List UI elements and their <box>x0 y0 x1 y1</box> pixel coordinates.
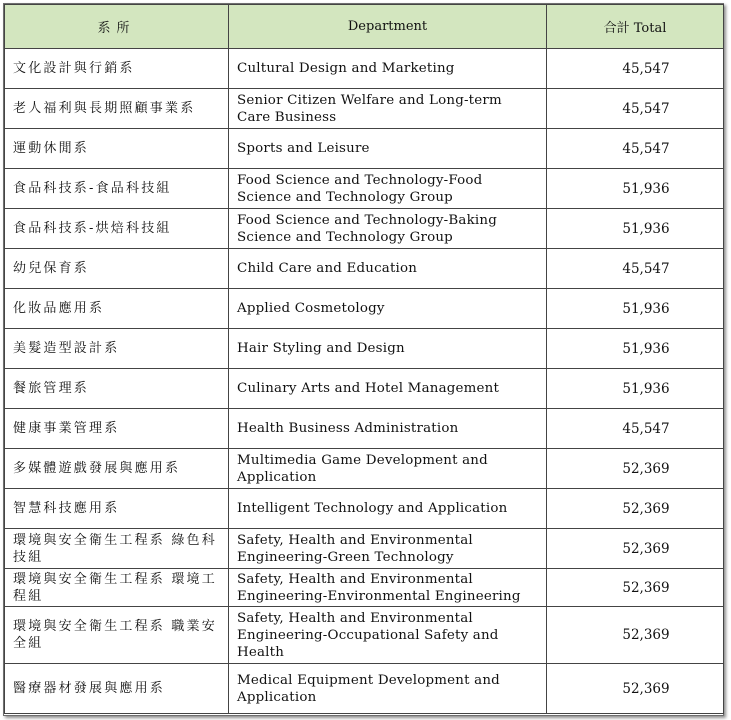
department-en: Culinary Arts and Hotel Management <box>229 369 547 409</box>
table-row <box>5 329 724 369</box>
total-value: 52,369 <box>547 529 724 569</box>
department-en: Food Science and Technology-Food Science and Technology Group <box>229 169 547 209</box>
department-zh: 美髮造型設計系 <box>5 329 229 369</box>
total-value: 52,369 <box>547 664 724 714</box>
total-value: 52,369 <box>547 569 724 607</box>
table-row <box>5 529 724 569</box>
total-value: 51,936 <box>547 209 724 249</box>
total-value: 45,547 <box>547 249 724 289</box>
table-row <box>5 129 724 169</box>
header-department-en: Department <box>229 5 547 49</box>
department-en: Health Business Administration <box>229 409 547 449</box>
department-zh: 幼兒保育系 <box>5 249 229 289</box>
total-value: 51,936 <box>547 169 724 209</box>
total-value: 45,547 <box>547 49 724 89</box>
table-row <box>5 409 724 449</box>
department-en: Safety, Health and Environmental Engineering-Green Technology <box>229 529 547 569</box>
department-zh: 文化設計與行銷系 <box>5 49 229 89</box>
table-row <box>5 569 724 607</box>
total-value: 45,547 <box>547 409 724 449</box>
table-row <box>5 369 724 409</box>
tuition-table <box>4 4 724 714</box>
table-row <box>5 49 724 89</box>
total-value: 52,369 <box>547 489 724 529</box>
department-en: Safety, Health and Environmental Engineering-Occupational Safety and Health <box>229 607 547 664</box>
table-row <box>5 489 724 529</box>
department-en: Senior Citizen Welfare and Long-term Care Business <box>229 89 547 129</box>
department-zh: 食品科技系-烘焙科技組 <box>5 209 229 249</box>
header-total: 合計 Total <box>547 5 724 49</box>
table-row <box>5 289 724 329</box>
header-department-zh: 系所 <box>5 5 229 49</box>
total-value: 51,936 <box>547 329 724 369</box>
table-row <box>5 607 724 664</box>
department-zh: 多媒體遊戲發展與應用系 <box>5 449 229 489</box>
total-value: 51,936 <box>547 369 724 409</box>
table-header-row <box>5 5 724 49</box>
department-en: Safety, Health and Environmental Engineering-Environmental Engineering <box>229 569 547 607</box>
total-value: 51,936 <box>547 289 724 329</box>
department-zh: 環境與安全衛生工程系 職業安全組 <box>5 607 229 664</box>
department-en: Hair Styling and Design <box>229 329 547 369</box>
table-row <box>5 449 724 489</box>
total-value: 45,547 <box>547 129 724 169</box>
department-en: Intelligent Technology and Application <box>229 489 547 529</box>
tuition-table-frame <box>3 3 724 716</box>
total-value: 45,547 <box>547 89 724 129</box>
table-row <box>5 209 724 249</box>
department-en: Cultural Design and Marketing <box>229 49 547 89</box>
table-row <box>5 89 724 129</box>
department-zh: 環境與安全衛生工程系 環境工程組 <box>5 569 229 607</box>
department-zh: 運動休閒系 <box>5 129 229 169</box>
department-zh: 餐旅管理系 <box>5 369 229 409</box>
department-zh: 醫療器材發展與應用系 <box>5 664 229 714</box>
department-zh: 智慧科技應用系 <box>5 489 229 529</box>
department-zh: 健康事業管理系 <box>5 409 229 449</box>
department-en: Food Science and Technology-Baking Science and Technology Group <box>229 209 547 249</box>
department-zh: 化妝品應用系 <box>5 289 229 329</box>
department-en: Medical Equipment Development and Application <box>229 664 547 714</box>
table-row <box>5 249 724 289</box>
department-en: Sports and Leisure <box>229 129 547 169</box>
total-value: 52,369 <box>547 607 724 664</box>
department-zh: 環境與安全衛生工程系 綠色科技組 <box>5 529 229 569</box>
department-en: Applied Cosmetology <box>229 289 547 329</box>
table-row <box>5 169 724 209</box>
department-en: Child Care and Education <box>229 249 547 289</box>
total-value: 52,369 <box>547 449 724 489</box>
table-row <box>5 664 724 714</box>
department-zh: 食品科技系-食品科技組 <box>5 169 229 209</box>
department-en: Multimedia Game Development and Application <box>229 449 547 489</box>
department-zh: 老人福利與長期照顧事業系 <box>5 89 229 129</box>
